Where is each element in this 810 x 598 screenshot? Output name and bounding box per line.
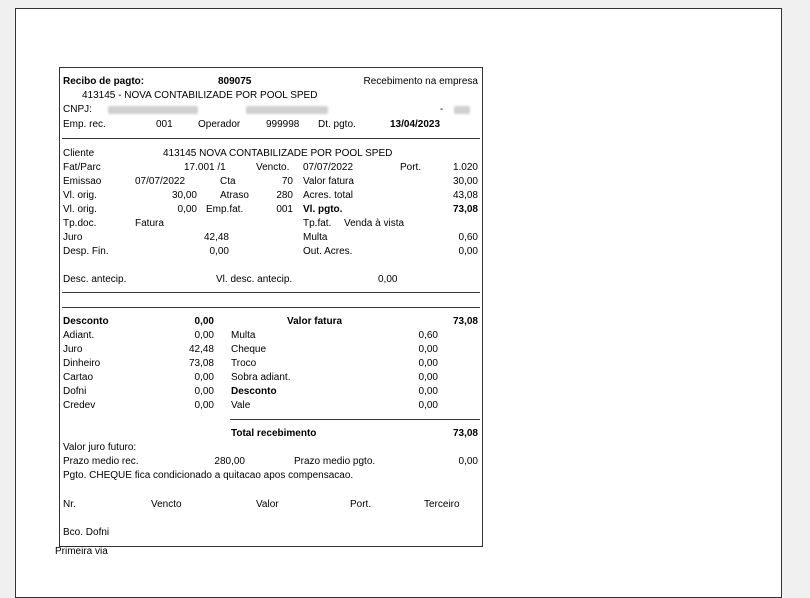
avg-receive-term-label: Prazo medio rec. <box>63 456 139 467</box>
invoice-label: Fat/Parc <box>63 162 101 173</box>
doc-type-label: Tp.doc. <box>63 218 97 229</box>
port-value: 1.020 <box>452 162 478 173</box>
billing-company-value: 001 <box>276 204 293 215</box>
summary-interest-value: 42,48 <box>188 344 214 355</box>
financial-expense-label: Desp. Fin. <box>63 246 109 257</box>
check-clearance-note: Pgto. CHEQUE fica condicionado a quitacao apos compensacao. <box>63 470 354 481</box>
company-name: 413145 - NOVA CONTABILIZADE POR POOL SPED <box>82 90 318 101</box>
cnpj-dash: - <box>440 104 444 115</box>
column-port: Port. <box>350 499 372 510</box>
paid-amount-value: 73,08 <box>452 204 478 215</box>
divider <box>62 307 480 308</box>
emp-rec-value: 001 <box>156 119 173 130</box>
summary-discount-value: 0,00 <box>418 386 438 397</box>
change-label: Troco <box>231 358 257 369</box>
dofni-value: 0,00 <box>194 386 214 397</box>
column-nr: Nr. <box>63 499 76 510</box>
card-label: Cartao <box>63 372 94 383</box>
other-additions-label: Out. Acres. <box>303 246 353 257</box>
divider <box>62 292 480 293</box>
total-addition-label: Acres. total <box>303 190 354 201</box>
summary-discount-label: Desconto <box>231 386 277 397</box>
column-third-party: Terceiro <box>424 499 460 510</box>
cnpj-label: CNPJ: <box>63 104 92 115</box>
early-discount-amount-label: Vl. desc. antecip. <box>216 274 293 285</box>
payment-date: 13/04/2023 <box>390 119 441 130</box>
receipt-location: Recebimento na empresa <box>363 76 478 87</box>
summary-interest-label: Juro <box>63 344 83 355</box>
summary-fine-value: 0,60 <box>418 330 438 341</box>
due-date-value: 07/07/2022 <box>303 162 354 173</box>
issue-value: 07/07/2022 <box>135 176 186 187</box>
check-label: Cheque <box>231 344 267 355</box>
future-interest-label: Valor juro futuro: <box>63 442 137 453</box>
column-value: Valor <box>256 499 279 510</box>
financial-expense-value: 0,00 <box>209 246 229 257</box>
invoice-total-value: 73,08 <box>452 316 478 327</box>
issue-label: Emissao <box>63 176 102 187</box>
change-value: 0,00 <box>418 358 438 369</box>
billing-company-label: Emp.fat. <box>206 204 244 215</box>
operator-label: Operador <box>198 119 241 130</box>
invoice-type-value: Venda à vista <box>344 218 405 229</box>
original-value-label-2: Vl. orig. <box>63 204 97 215</box>
early-discount-label: Desc. antecip. <box>63 274 127 285</box>
redacted-cnpj <box>108 106 198 114</box>
print-preview-page <box>15 8 782 598</box>
delay-value: 280 <box>276 190 293 201</box>
cash-label: Dinheiro <box>63 358 101 369</box>
summary-fine-label: Multa <box>231 330 256 341</box>
divider <box>62 138 480 139</box>
port-label: Port. <box>400 162 422 173</box>
payment-date-label: Dt. pgto. <box>318 119 356 130</box>
redacted-address <box>246 106 328 114</box>
invoice-amount-label: Valor fatura <box>303 176 354 187</box>
payment-receipt <box>59 67 483 547</box>
discount-label: Desconto <box>63 316 109 327</box>
account-label: Cta <box>220 176 236 187</box>
account-value: 70 <box>281 176 293 187</box>
receipt-label: Recibo de pagto: <box>63 76 145 87</box>
voucher-value: 0,00 <box>418 400 438 411</box>
original-value-label: Vl. orig. <box>63 190 97 201</box>
card-value: 0,00 <box>194 372 214 383</box>
copy-label: Primeira via <box>55 546 108 557</box>
interest-label: Juro <box>63 232 83 243</box>
avg-receive-term-value: 280,00 <box>214 456 245 467</box>
bank-name: Bco. Dofni <box>63 527 110 538</box>
total-addition-value: 43,08 <box>452 190 478 201</box>
discount-value: 0,00 <box>194 316 214 327</box>
dofni-label: Dofni <box>63 386 87 397</box>
cash-value: 73,08 <box>188 358 214 369</box>
invoice-amount-value: 30,00 <box>452 176 478 187</box>
total-received-label: Total recebimento <box>231 428 317 439</box>
fine-label: Multa <box>303 232 328 243</box>
column-due-date: Vencto <box>151 499 182 510</box>
receipt-number: 809075 <box>218 76 252 87</box>
voucher-label: Vale <box>231 400 251 411</box>
due-date-label: Vencto. <box>256 162 290 173</box>
advance-value: 0,00 <box>194 330 214 341</box>
invoice-type-label: Tp.fat. <box>303 218 332 229</box>
original-value: 30,00 <box>171 190 197 201</box>
credev-value: 0,00 <box>194 400 214 411</box>
check-value: 0,00 <box>418 344 438 355</box>
credev-label: Credev <box>63 400 96 411</box>
advance-surplus-value: 0,00 <box>418 372 438 383</box>
operator-value: 999998 <box>266 119 300 130</box>
client-value: 413145 NOVA CONTABILIZADE POR POOL SPED <box>163 148 393 159</box>
emp-rec-label: Emp. rec. <box>63 119 106 130</box>
client-label: Cliente <box>63 148 95 159</box>
total-divider <box>230 419 480 420</box>
avg-payment-term-label: Prazo medio pgto. <box>294 456 376 467</box>
early-discount-amount-value: 0,00 <box>378 274 398 285</box>
original-value-2: 0,00 <box>177 204 197 215</box>
total-received-value: 73,08 <box>452 428 478 439</box>
other-additions-value: 0,00 <box>458 246 478 257</box>
advance-surplus-label: Sobra adiant. <box>231 372 291 383</box>
invoice-value: 17.001 /1 <box>184 162 226 173</box>
redacted-state <box>454 106 470 114</box>
invoice-total-label: Valor fatura <box>287 316 343 327</box>
fine-value: 0,60 <box>458 232 478 243</box>
interest-value: 42,48 <box>203 232 229 243</box>
doc-type-value: Fatura <box>135 218 164 229</box>
delay-label: Atraso <box>220 190 249 201</box>
advance-label: Adiant. <box>63 330 95 341</box>
avg-payment-term-value: 0,00 <box>458 456 478 467</box>
paid-amount-label: Vl. pgto. <box>303 204 343 215</box>
